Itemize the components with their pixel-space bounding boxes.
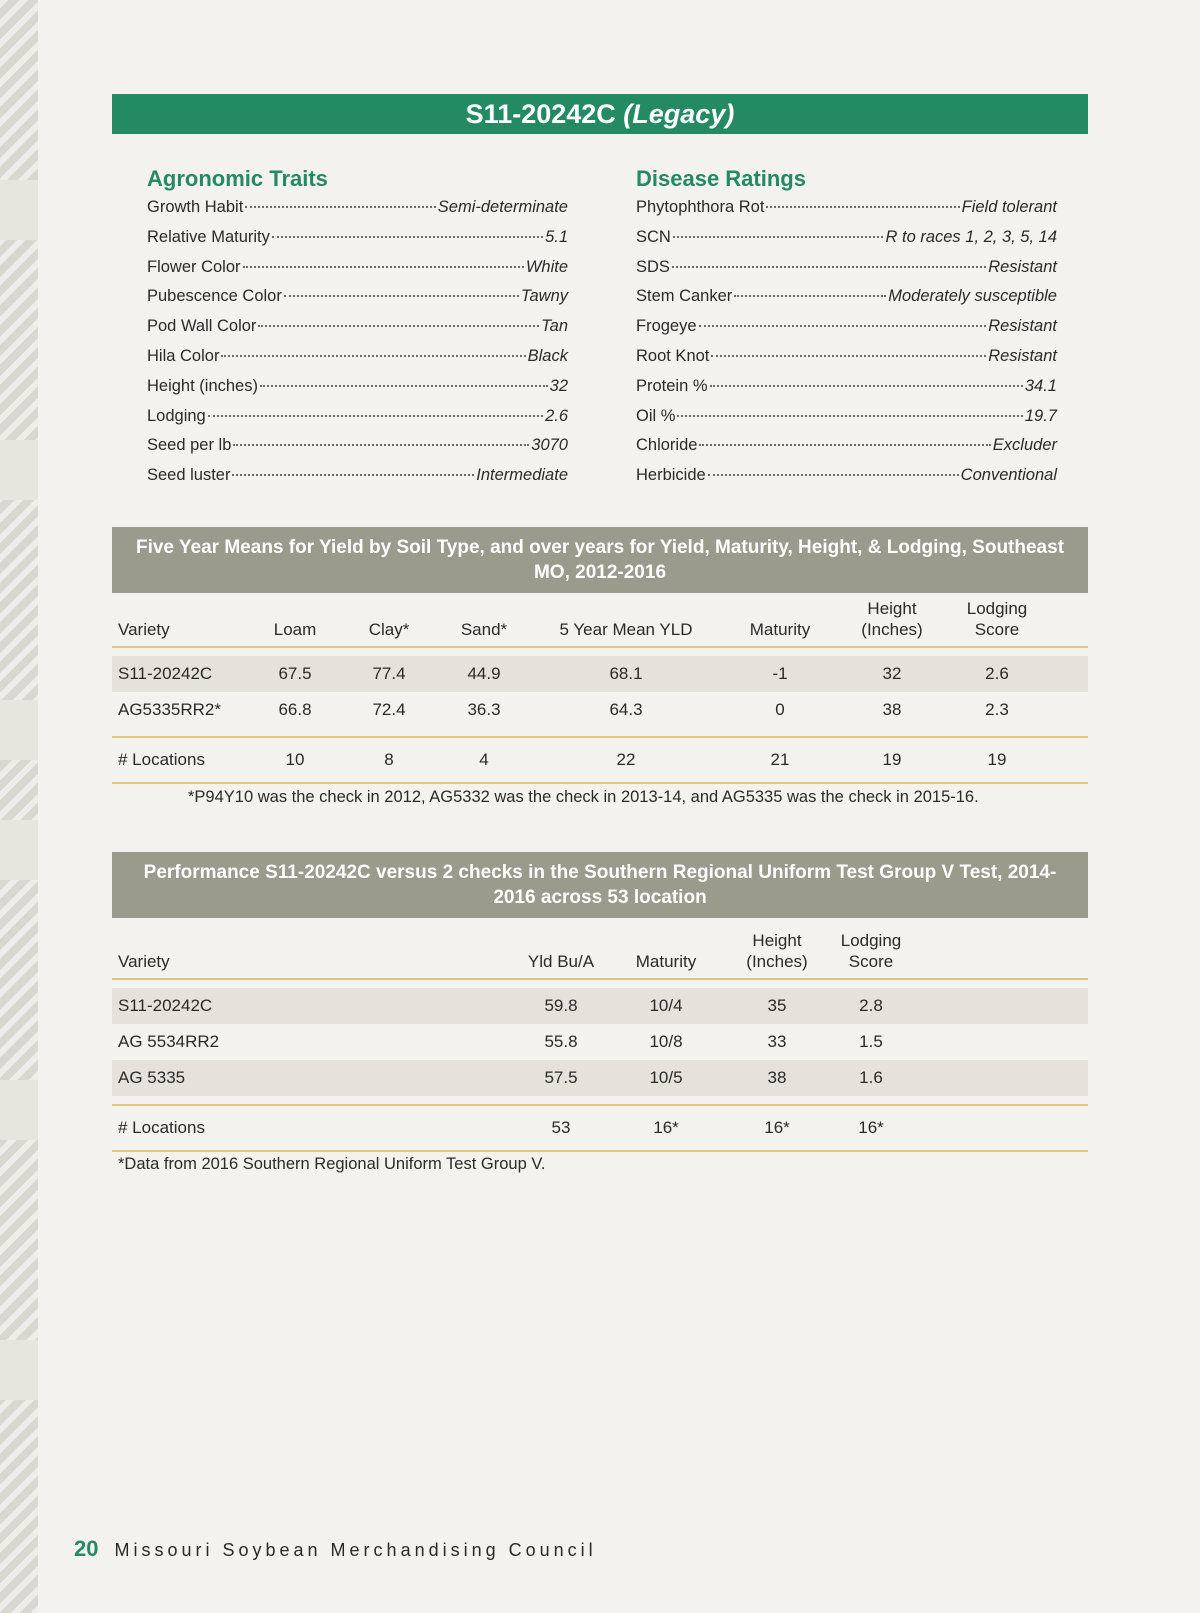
column-header: Clay* — [340, 598, 438, 647]
leader-dots — [734, 295, 886, 297]
locations-count: 21 — [722, 737, 838, 783]
agronomic-trait-label: Flower Color — [147, 257, 241, 276]
spacer-cell — [915, 1024, 1088, 1060]
agronomic-trait-label: Relative Maturity — [147, 227, 270, 246]
leader-dots — [208, 415, 543, 417]
locations-label: # Locations — [112, 737, 250, 783]
disease-rating-value: 19.7 — [1024, 406, 1057, 425]
column-header: Variety — [112, 598, 250, 647]
performance-table-header: Performance S11-20242C versus 2 checks in the Southern Regional Uniform Test Group V Test, 2014-2016 across 53 location — [112, 852, 1088, 918]
value-cell: 68.1 — [530, 656, 722, 692]
column-header: Variety — [112, 930, 517, 979]
leader-dots — [221, 355, 525, 357]
value-cell: 1.6 — [827, 1060, 915, 1096]
disease-rating-row — [636, 407, 1057, 437]
column-header: Maturity — [605, 930, 727, 979]
value-cell: 64.3 — [609, 700, 643, 719]
yield-table-footnote: *P94Y10 was the check in 2012, AG5332 was the check in 2013-14, and AG5335 was the check in 2015-16. — [188, 788, 979, 806]
disease-rating-row — [636, 377, 1057, 407]
locations-count: 53 — [517, 1105, 605, 1151]
variety-brand: (Legacy) — [623, 99, 735, 129]
spacer-cell — [915, 1060, 1088, 1096]
leader-dots — [711, 355, 986, 357]
agronomic-trait-row — [147, 466, 568, 496]
locations-count: 16* — [827, 1105, 915, 1151]
disease-rating-label: Phytophthora Rot — [636, 198, 765, 216]
disease-rating-value: Conventional — [960, 466, 1057, 485]
variety-title — [112, 94, 1088, 134]
leader-dots — [699, 325, 987, 327]
leader-dots — [272, 236, 543, 238]
leader-dots — [672, 266, 986, 268]
disease-rating-row — [636, 258, 1057, 288]
disease-rating-row — [636, 436, 1057, 466]
leader-dots — [258, 325, 539, 327]
agronomic-trait-row — [147, 377, 568, 407]
value-cell: 32 — [838, 656, 946, 692]
locations-count: 16* — [605, 1105, 727, 1151]
agronomic-trait-row — [147, 258, 568, 288]
column-header: Yld Bu/A — [517, 930, 605, 979]
leader-dots — [233, 444, 529, 446]
variety-cell: AG5335RR2* — [118, 700, 222, 719]
disease-rating-value: Resistant — [988, 346, 1057, 365]
value-cell: 2.3 — [985, 700, 1009, 719]
agronomic-trait-label: Seed luster — [147, 466, 231, 485]
disease-rating-label: SCN — [636, 227, 671, 246]
agronomic-traits-heading: Agronomic Traits — [147, 166, 328, 191]
agronomic-trait-label: Pod Wall Color — [147, 317, 257, 336]
value-cell: 33 — [767, 1032, 787, 1051]
table-row — [112, 692, 1088, 728]
value-cell: 0 — [775, 700, 785, 719]
value-cell: 10/5 — [605, 1060, 727, 1096]
disease-rating-label: Oil % — [636, 406, 676, 425]
variety-cell: S11-20242C — [112, 988, 517, 1024]
variety-cell: AG 5534RR2 — [118, 1032, 220, 1051]
disease-rating-value: Field tolerant — [961, 198, 1057, 216]
spacer-cell — [1048, 737, 1088, 783]
value-cell: 44.9 — [438, 656, 530, 692]
spacer-cell — [1048, 692, 1088, 728]
disease-rating-label: Protein % — [636, 376, 708, 395]
column-header-spacer — [915, 930, 1088, 979]
column-header: 5 Year Mean YLD — [530, 598, 722, 647]
disease-rating-value: Excluder — [992, 436, 1057, 455]
value-cell: 2.8 — [827, 988, 915, 1024]
leader-dots — [245, 206, 435, 208]
agronomic-trait-label: Seed per lb — [147, 436, 232, 455]
value-cell: 35 — [727, 988, 827, 1024]
column-header: Height (Inches) — [838, 598, 946, 647]
column-header: Lodging Score — [827, 930, 915, 979]
column-header: Height (Inches) — [727, 930, 827, 979]
agronomic-trait-value: 5.1 — [545, 227, 568, 246]
value-cell: 2.6 — [946, 656, 1048, 692]
variety-name: S11-20242C — [465, 99, 616, 129]
agronomic-trait-row — [147, 228, 568, 258]
table-row — [112, 988, 1088, 1024]
disease-rating-label: Herbicide — [636, 466, 706, 485]
disease-rating-row — [636, 347, 1057, 377]
agronomic-trait-value: Intermediate — [476, 466, 568, 485]
locations-count: 10 — [250, 737, 340, 783]
agronomic-trait-label: Pubescence Color — [147, 287, 282, 306]
leader-dots — [766, 206, 959, 208]
value-cell: 1.5 — [859, 1032, 883, 1051]
agronomic-trait-value: Tawny — [520, 287, 568, 306]
agronomic-trait-value: Semi-determinate — [437, 198, 568, 216]
disease-rating-label: Chloride — [636, 436, 698, 455]
value-cell: 66.8 — [278, 700, 312, 719]
table-row — [112, 1060, 1088, 1096]
locations-label: # Locations — [112, 1105, 517, 1151]
value-cell: 67.5 — [250, 656, 340, 692]
yield-table-header: Five Year Means for Yield by Soil Type, and over years for Yield, Maturity, Height, & Lodging, Southeast MO, 2012-2016 — [112, 527, 1088, 593]
page-number: 20 — [74, 1536, 99, 1561]
agronomic-trait-label: Growth Habit — [147, 198, 244, 216]
value-cell: 10/8 — [649, 1032, 683, 1051]
disease-ratings-section — [636, 166, 1057, 496]
column-header-spacer — [1048, 598, 1088, 647]
value-cell: 36.3 — [467, 700, 501, 719]
disease-rating-row — [636, 466, 1057, 496]
leader-dots — [677, 415, 1022, 417]
disease-rating-label: Stem Canker — [636, 287, 733, 306]
performance-table-footnote: *Data from 2016 Southern Regional Uniform Test Group V. — [118, 1155, 546, 1173]
leader-dots — [699, 444, 990, 446]
agronomic-trait-value: 2.6 — [545, 406, 568, 425]
value-cell: -1 — [722, 656, 838, 692]
agronomic-trait-row — [147, 436, 568, 466]
agronomic-trait-label: Hila Color — [147, 346, 220, 365]
table-row — [112, 1024, 1088, 1060]
value-cell: 38 — [882, 700, 902, 719]
organization-name: Missouri Soybean Merchandising Council — [114, 1540, 597, 1560]
disease-rating-value: Moderately susceptible — [888, 287, 1057, 306]
disease-rating-value: Resistant — [988, 317, 1057, 336]
locations-count: 16* — [727, 1105, 827, 1151]
value-cell: 72.4 — [372, 700, 406, 719]
variety-cell: S11-20242C — [112, 656, 250, 692]
agronomic-trait-value: 3070 — [531, 436, 568, 455]
spacer-cell — [1048, 656, 1088, 692]
page-footer — [74, 1536, 597, 1562]
value-cell: 59.8 — [517, 988, 605, 1024]
disease-ratings-heading: Disease Ratings — [636, 166, 806, 191]
agronomic-trait-label: Height (inches) — [147, 376, 258, 395]
value-cell: 38 — [727, 1060, 827, 1096]
leader-dots — [710, 385, 1023, 387]
locations-count: 8 — [340, 737, 438, 783]
column-header: Lodging Score — [946, 598, 1048, 647]
locations-count: 19 — [838, 737, 946, 783]
value-cell: 10/4 — [605, 988, 727, 1024]
disease-rating-value: Resistant — [988, 257, 1057, 276]
spacer-cell — [915, 1105, 1088, 1151]
agronomic-trait-value: 32 — [549, 376, 568, 395]
agronomic-trait-row — [147, 317, 568, 347]
spacer-cell — [915, 988, 1088, 1024]
agronomic-trait-label: Lodging — [147, 406, 206, 425]
leader-dots — [232, 474, 474, 476]
locations-count: 4 — [438, 737, 530, 783]
column-header: Sand* — [438, 598, 530, 647]
agronomic-trait-row — [147, 198, 568, 228]
leader-dots — [284, 295, 519, 297]
leader-dots — [243, 266, 524, 268]
performance-table — [112, 930, 1088, 1152]
table-row — [112, 656, 1088, 692]
locations-count: 22 — [530, 737, 722, 783]
column-header: Loam — [250, 598, 340, 647]
disease-rating-label: Root Knot — [636, 346, 710, 365]
agronomic-trait-value: White — [525, 257, 568, 276]
disease-rating-value: R to races 1, 2, 3, 5, 14 — [885, 227, 1057, 246]
variety-cell: AG 5335 — [112, 1060, 517, 1096]
locations-count: 19 — [946, 737, 1048, 783]
disease-rating-row — [636, 198, 1057, 228]
disease-rating-label: Frogeye — [636, 317, 697, 336]
agronomic-trait-row — [147, 287, 568, 317]
agronomic-trait-row — [147, 407, 568, 437]
disease-rating-row — [636, 317, 1057, 347]
disease-rating-value: 34.1 — [1024, 376, 1057, 395]
disease-rating-label: SDS — [636, 257, 670, 276]
agronomic-trait-row — [147, 347, 568, 377]
disease-rating-row — [636, 287, 1057, 317]
agronomic-traits-section — [147, 166, 568, 496]
leader-dots — [708, 474, 959, 476]
agronomic-trait-value: Black — [527, 346, 568, 365]
leader-dots — [673, 236, 884, 238]
disease-rating-row — [636, 228, 1057, 258]
yield-by-soil-table — [112, 598, 1088, 784]
leader-dots — [260, 385, 548, 387]
column-header: Maturity — [722, 598, 838, 647]
value-cell: 57.5 — [517, 1060, 605, 1096]
value-cell: 77.4 — [340, 656, 438, 692]
decorative-side-stripe — [0, 0, 38, 1613]
locations-row — [112, 1105, 1088, 1151]
locations-row — [112, 737, 1088, 783]
value-cell: 55.8 — [544, 1032, 578, 1051]
agronomic-trait-value: Tan — [541, 317, 568, 336]
